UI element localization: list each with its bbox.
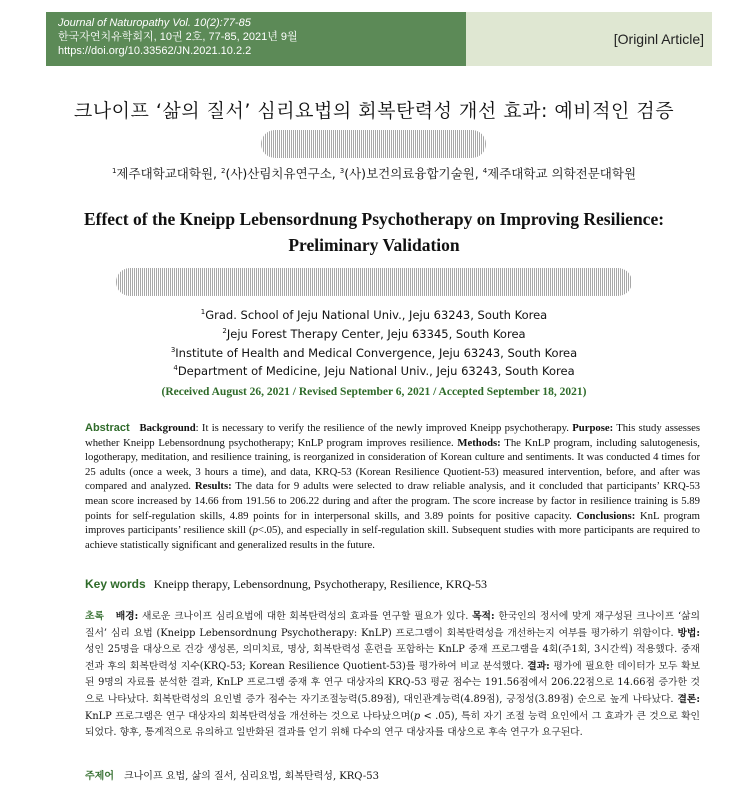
keywords-ko-label: 주제어 (85, 771, 114, 782)
results-ko-text: 평가에 필요한 데이터가 모두 확보된 9명의 자료를 분석한 결과, KnLP 프로그램 중재 후 연구 대상자의 KRQ-53 평균 점수는 191.56점에서 206.22점으로 14.66점 증가한 것으로 나타났다. 회복탄력성의 요인별 증가 점수는 자기조절능력(5.89점), 대인관계능력(4.89점), 긍정성(3.89점) 순으로 높게 나타났다. (85, 660, 700, 705)
redacted-authors-en (116, 268, 632, 296)
keywords-text: Kneipp therapy, Lebensordnung, Psychotherapy, Resilience, KRQ-53 (153, 577, 488, 591)
article-type: [Originl Article] (613, 31, 704, 47)
results-text: The data for 9 adults were selected to draw reliable analysis, and it concluded that participants’ KRQ-53 mean score increased by 14.66 from 191.56 to 206.22 during and after the program. The score increase by factor in resilience training is 5.89 points for self-regulation skills, 4.89 points for in interpersonal skills, and 3.89 points for positive capacity. (85, 480, 701, 522)
abstract-english (85, 421, 700, 552)
bg-ko-label: 배경: (115, 611, 139, 622)
conclusions-ko-text-a: KnLP 프로그램은 연구 대상자의 회복탄력성을 개선하는 것으로 나타났으며( (85, 710, 414, 722)
affil-ko-3: (사)보건의료융합기술원, (344, 166, 483, 181)
affil-ko-2: (사)산림치유연구소, (225, 166, 340, 181)
affil-ko-4: 제주대학교 의학전문대학원 (487, 166, 637, 181)
methods-ko-label: 방법: (677, 627, 700, 639)
bg-ko-text: 새로운 크나이프 심리요법에 대한 회복탄력성의 효과를 연구할 필요가 있다. (138, 611, 473, 622)
redacted-authors-ko (261, 130, 486, 158)
affil-en-4: Department of Medicine, Jeju National Univ., Jeju 63243, South Korea (177, 364, 575, 379)
journal-citation-ko: 한국자연치유학회지, 10권 2호, 77-85, 2021년 9월 (58, 31, 298, 43)
purpose-text: This study assesses whether Kneipp Lebensordnung psychotherapy; KnLP program improves resilience. (85, 422, 701, 449)
article-type-banner (466, 12, 712, 66)
methods-text: The KnLP program, including salutogenesis, logotherapy, meditation, and resilience training, is reorganized in consideration of Korean culture and sentiments. It was conducted 4 times for 25 adults (once a week, 3 hours a time), and data, KRQ-53 (Korean Resilience Quotient-53) measured intervention, before, and after was compared and analyzed. (85, 436, 700, 493)
affiliations-english: $^1$Grad. School of Jeju National Univ., Jeju 63243, South Korea $^2$Jeju Forest Therapy Center, Jeju 63345, South Korea $^3$Institute of Health and Medical Convergence, Jeju 63243, South Korea $^4$Department of Medicine, Jeju National Univ., Jeju 63243, South Korea (170, 307, 578, 379)
methods-ko-text: 성인 25명을 대상으로 건강 생성론, 의미치료, 명상, 회복탄력성 훈련을 포함하는 KnLP 중재 프로그램을 4회(주1회, 3시간씩) 적용했다. 중재 전과 후의 회복탄력성 지수(KRQ-53; Korean Resilience Quotient-53)를 평가하여 비교 분석했다. (85, 644, 700, 672)
conclusions-label: Conclusions: (576, 509, 636, 522)
p-value-ko-symbol: p (413, 710, 421, 722)
methods-label: Methods: (457, 436, 501, 449)
purpose-ko-text: 한국인의 정서에 맞게 재구성된 크나이프 ‘삶의 질서’ 심리 요법 (Kneipp Lebensordnung Psychotherapy: KnLP) 프로그램이 회복탄력성을 개선하는지 여부를 평가하기 위함이다. (85, 611, 700, 639)
abstract-label: Abstract (85, 422, 130, 434)
keywords-english (85, 577, 487, 592)
background-text: : It is necessary to verify the resilience of the newly improved Kneipp psychotherapy. (195, 422, 573, 434)
results-ko-label: 결과: (527, 660, 550, 672)
affiliations-korean: $^1$제주대학교대학원, $^2$(사)산림치유연구소, $^3$(사)보건의료융합기술원, $^4$제주대학교 의학전문대학원 (111, 166, 637, 181)
purpose-label: Purpose: (572, 422, 614, 434)
purpose-ko-label: 목적: (472, 611, 495, 622)
journal-citation: Journal of Naturopathy Vol. 10(2):77-85 (58, 17, 251, 29)
submission-dates: (Received August 26, 2021 / Revised September 6, 2021 / Accepted September 18, 2021) (161, 386, 587, 398)
abstract-korean (85, 609, 700, 742)
affil-en-2: Jeju Forest Therapy Center, Jeju 63345, South Korea (226, 326, 526, 341)
p-value-symbol: p (252, 524, 258, 537)
conclusions-ko-label: 결론: (677, 693, 700, 705)
results-label: Results: (194, 480, 232, 493)
title-english (0, 206, 748, 258)
affil-en-1: Grad. School of Jeju National Univ., Jeju 63243, South Korea (205, 307, 548, 322)
affil-en-3: Institute of Health and Medical Convergence, Jeju 63243, South Korea (175, 345, 578, 360)
journal-header (46, 12, 466, 66)
keywords-label: Key words (85, 577, 146, 591)
conclusions-ko-text-b: < .05), 특히 자기 조절 능력 요인에서 그 효과가 큰 것으로 확인되었다. 향후, 통계적으로 유의하고 일반화된 결과를 얻기 위해 다수의 연구 대상자를 대상으로 후속 연구가 요구된다. (85, 710, 700, 739)
title-english-line1: Effect of the Kneipp Lebensordnung Psychotherapy on Improving Resilience: (83, 209, 665, 229)
title-english-line2: Preliminary Validation (288, 235, 460, 255)
keywords-korean (85, 767, 379, 782)
conclusions-text-a: KnL program improves participants’ resilience skill ( (85, 509, 700, 537)
doi-link[interactable]: https://doi.org/10.33562/JN.2021.10.2.2 (58, 45, 252, 57)
title-korean: 크나이프 ‘삶의 질서’ 심리요법의 회복탄력성 개선 효과: 예비적인 검증 (73, 100, 675, 122)
background-label: Background (139, 422, 196, 434)
conclusions-text-b: <.05), and especially in self-regulation skill. Subsequent studies with more participants are required to achieve statistically significant and generalized results in the future. (85, 524, 701, 551)
keywords-ko-text: 크나이프 요법, 삶의 질서, 심리요법, 회복탄력성, KRQ-53 (123, 771, 379, 782)
affil-ko-1: 제주대학교대학원, (116, 166, 221, 181)
abstract-ko-label: 초록 (85, 611, 104, 622)
